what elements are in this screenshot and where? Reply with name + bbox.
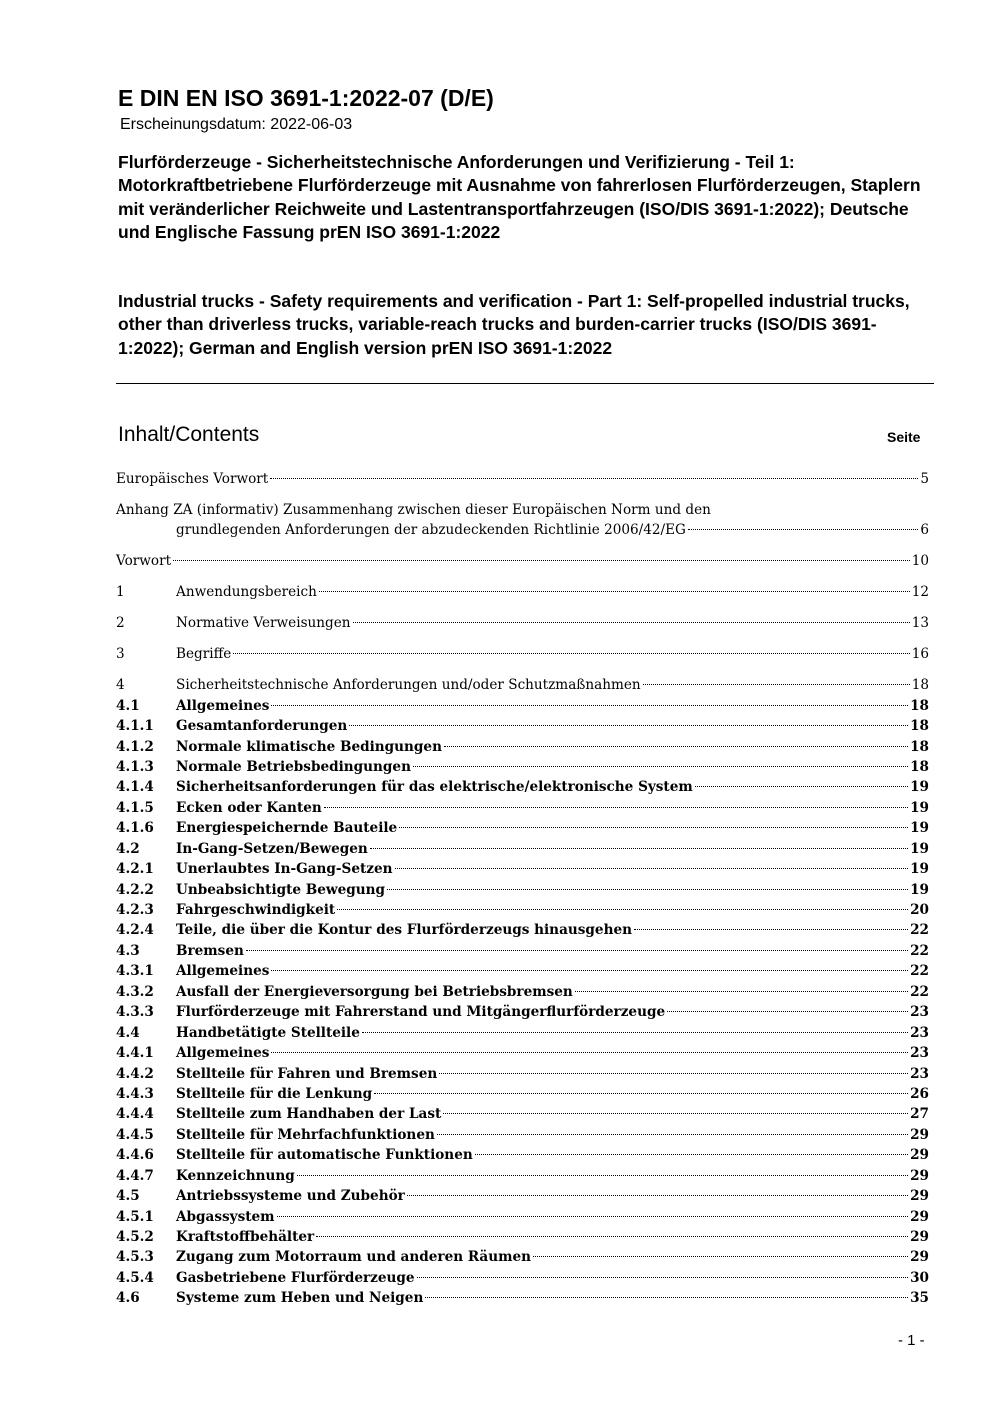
toc-entry-page: 19 <box>910 779 929 796</box>
toc-entry[interactable] <box>116 696 929 716</box>
table-of-contents <box>116 469 929 1309</box>
toc-leader-dots <box>277 1216 909 1217</box>
toc-leader-dots <box>270 478 918 479</box>
toc-entry-number: 4.5 <box>116 1188 140 1205</box>
toc-leader-dots <box>444 746 908 747</box>
toc-entry-page: 26 <box>910 1085 929 1102</box>
toc-entry[interactable] <box>116 880 929 900</box>
toc-entry[interactable] <box>116 1145 929 1165</box>
toc-leader-dots <box>297 1175 908 1176</box>
toc-leader-dots <box>319 591 910 592</box>
toc-entry-number: 4.1.5 <box>116 799 154 816</box>
toc-entry-title: Flurförderzeuge mit Fahrerstand und Mitgängerflurförderzeuge <box>176 1004 666 1021</box>
toc-entry-title: Allgemeines <box>176 697 270 714</box>
toc-entry[interactable] <box>116 716 929 736</box>
toc-entry-title: Vorwort <box>116 553 172 570</box>
toc-entry-number: 4 <box>116 677 125 694</box>
toc-entry-title: Bremsen <box>176 942 244 959</box>
toc-leader-dots <box>443 1113 908 1114</box>
toc-entry-title: Allgemeines <box>176 963 270 980</box>
toc-leader-dots <box>271 705 908 706</box>
toc-entry-title: Gasbetriebene Flurförderzeuge <box>176 1269 415 1286</box>
toc-leader-dots <box>337 909 908 910</box>
publication-date: Erscheinungsdatum: 2022-06-03 <box>120 116 353 133</box>
toc-entry-title: Normative Verweisungen <box>176 615 351 632</box>
toc-leader-dots <box>634 929 908 930</box>
toc-entry-number: 4.1.2 <box>116 738 154 755</box>
toc-entry-page: 29 <box>910 1147 929 1164</box>
toc-entry[interactable] <box>116 818 929 838</box>
toc-leader-dots <box>575 991 908 992</box>
toc-entry-title: Gesamtanforderungen <box>176 718 348 735</box>
toc-entry-page: 12 <box>911 584 929 601</box>
toc-entry-number: 4.4.7 <box>116 1167 154 1184</box>
toc-entry-page: 16 <box>911 646 929 663</box>
toc-leader-dots <box>643 684 910 685</box>
toc-entry-page: 19 <box>910 881 929 898</box>
toc-entry-number: 2 <box>116 615 125 632</box>
document-id: E DIN EN ISO 3691-1:2022-07 (D/E) <box>118 85 494 111</box>
toc-entry[interactable] <box>116 1268 929 1288</box>
toc-entry-title: Sicherheitsanforderungen für das elektrische/elektronische System <box>176 779 693 796</box>
toc-entry-page: 20 <box>910 902 929 918</box>
toc-entry[interactable] <box>116 1288 929 1308</box>
toc-entry-title: Normale klimatische Bedingungen <box>176 738 442 755</box>
toc-entry-page: 22 <box>910 983 929 1000</box>
toc-leader-dots <box>688 529 918 530</box>
toc-entry-title: Normale Betriebsbedingungen <box>176 758 411 775</box>
toc-leader-dots <box>271 1052 908 1053</box>
toc-entry-number: 4.3.2 <box>116 983 154 1000</box>
toc-entry-title: Stellteile für automatische Funktionen <box>176 1147 473 1164</box>
toc-leader-dots <box>437 1134 908 1135</box>
toc-leader-dots <box>695 786 908 787</box>
toc-entry[interactable] <box>116 1104 929 1124</box>
toc-entry-page: 13 <box>911 615 929 632</box>
toc-entry-title: Allgemeines <box>176 1045 270 1062</box>
toc-leader-dots <box>399 827 908 828</box>
toc-entry-page: 29 <box>910 1188 929 1205</box>
toc-entry[interactable] <box>116 1002 929 1022</box>
toc-entry-page: 27 <box>910 1106 929 1123</box>
toc-entry-title: Systeme zum Heben und Neigen <box>176 1290 424 1307</box>
toc-entry-number: 4.3.3 <box>116 1004 154 1021</box>
toc-entry-number: 4.2.2 <box>116 881 154 898</box>
toc-entry-title: Stellteile für die Lenkung <box>176 1085 373 1102</box>
toc-leader-dots <box>387 889 908 890</box>
toc-entry[interactable] <box>116 1064 929 1084</box>
page-number: - 1 - <box>898 1332 925 1349</box>
toc-entry[interactable] <box>116 737 929 757</box>
toc-entry-number: 4.2.4 <box>116 922 154 939</box>
toc-entry-number: 4.4 <box>116 1024 140 1041</box>
toc-entry-title-continued: grundlegenden Anforderungen der abzudeckenden Richtlinie 2006/42/EG <box>176 522 686 539</box>
toc-entry[interactable] <box>116 941 929 961</box>
toc-entry-number: 4.5.4 <box>116 1269 154 1286</box>
toc-entry-number: 4.4.6 <box>116 1147 154 1164</box>
toc-entry-page: 19 <box>910 861 929 878</box>
toc-entry-foreword[interactable] <box>116 551 929 571</box>
toc-entry-page: 22 <box>910 963 929 980</box>
toc-entry-page: 29 <box>910 1208 929 1225</box>
toc-entry[interactable] <box>116 982 929 1002</box>
toc-leader-dots <box>246 950 908 951</box>
toc-entry-title: Abgassystem <box>176 1208 275 1225</box>
toc-entry[interactable] <box>116 1125 929 1145</box>
toc-leader-dots <box>407 1195 908 1196</box>
toc-entry[interactable] <box>116 1247 929 1267</box>
toc-entry-page: 23 <box>910 1045 929 1062</box>
toc-entry-title: Anhang ZA (informativ) Zusammenhang zwischen dieser Europäischen Norm und den <box>116 501 711 518</box>
toc-entry-number: 4.6 <box>116 1290 140 1307</box>
toc-entry-number: 4.5.1 <box>116 1208 154 1225</box>
toc-entry-title: Ausfall der Energieversorgung bei Betriebsbremsen <box>176 983 573 1000</box>
toc-leader-dots <box>475 1154 908 1155</box>
toc-entry-number: 4.1 <box>116 697 140 714</box>
toc-entry[interactable] <box>116 839 929 859</box>
toc-entry-number: 4.1.3 <box>116 758 154 775</box>
toc-leader-dots <box>271 970 908 971</box>
toc-entry-page: 29 <box>910 1249 929 1266</box>
toc-leader-dots <box>425 1297 908 1298</box>
toc-entry[interactable] <box>116 798 929 818</box>
toc-heading: Inhalt/Contents <box>118 423 260 446</box>
toc-entry-page: 18 <box>910 697 929 714</box>
toc-leader-dots <box>395 868 909 869</box>
toc-entry[interactable] <box>116 1084 929 1104</box>
toc-entry[interactable] <box>116 757 929 777</box>
toc-entry-page: 18 <box>910 738 929 755</box>
toc-entry-page: 18 <box>910 758 929 775</box>
toc-entry-title: Unbeabsichtigte Bewegung <box>176 881 386 898</box>
toc-entry-number: 4.5.2 <box>116 1229 154 1245</box>
toc-entry[interactable] <box>116 582 929 602</box>
toc-leader-dots <box>417 1277 909 1278</box>
toc-entry-number: 4.2.3 <box>116 902 154 918</box>
toc-entry-page: 23 <box>910 1024 929 1041</box>
toc-entry-page: 19 <box>910 799 929 816</box>
toc-entry[interactable] <box>116 613 929 633</box>
toc-entry[interactable] <box>116 1207 929 1227</box>
toc-entry[interactable] <box>116 1186 929 1206</box>
toc-leader-dots <box>362 1032 908 1033</box>
toc-entry-page: 29 <box>910 1126 929 1143</box>
toc-entry-title: Ecken oder Kanten <box>176 799 322 816</box>
toc-entry-page: 22 <box>910 942 929 959</box>
toc-entry-number: 4.1.1 <box>116 718 154 735</box>
toc-leader-dots <box>233 653 909 654</box>
toc-entry-page: 23 <box>910 1004 929 1021</box>
toc-entry-number: 4.1.6 <box>116 820 154 837</box>
toc-entry-number: 4.4.2 <box>116 1065 154 1082</box>
toc-entry-title: Anwendungsbereich <box>176 584 317 601</box>
toc-entry-title: Antriebssysteme und Zubehör <box>176 1188 405 1205</box>
toc-entry-page: 19 <box>910 840 929 857</box>
toc-leader-dots <box>439 1073 908 1074</box>
toc-entry-title: Begriffe <box>176 646 232 663</box>
toc-entry-title: Stellteile für Mehrfachfunktionen <box>176 1126 435 1143</box>
toc-entry-number: 4.4.4 <box>116 1106 154 1123</box>
toc-entry[interactable] <box>116 644 929 664</box>
toc-entry-number: 4.1.4 <box>116 779 154 796</box>
toc-entry[interactable] <box>116 1166 929 1186</box>
toc-entry-annex-za[interactable] <box>116 500 929 541</box>
toc-entry-title: In-Gang-Setzen/Bewegen <box>176 840 368 857</box>
toc-entry-number: 1 <box>116 584 125 601</box>
toc-leader-dots <box>413 766 908 767</box>
toc-leader-dots <box>374 1093 908 1094</box>
toc-entry[interactable] <box>116 675 929 695</box>
toc-leader-dots <box>353 622 910 623</box>
toc-entry-title: Stellteile zum Handhaben der Last <box>176 1106 442 1123</box>
toc-entry[interactable] <box>116 859 929 879</box>
toc-entry[interactable] <box>116 900 929 920</box>
toc-entry-number: 4.4.3 <box>116 1085 154 1102</box>
toc-entry-title: Teile, die über die Kontur des Flurförderzeugs hinausgehen <box>176 922 632 939</box>
toc-leader-dots <box>370 848 908 849</box>
toc-entry-number: 4.4.1 <box>116 1045 154 1062</box>
toc-entry[interactable] <box>116 777 929 797</box>
title-english: Industrial trucks - Safety requirements and verification - Part 1: Self-propelled industrial trucks, other than driverless trucks, variable-reach trucks and burden-carrier trucks (ISO/DIS 3691-1:2022); German and English version prEN ISO 3691-1:2022 <box>118 291 910 358</box>
toc-leader-dots <box>349 725 908 726</box>
toc-entry-number: 4.5.3 <box>116 1249 154 1266</box>
toc-entry-title: Sicherheitstechnische Anforderungen und/oder Schutzmaßnahmen <box>176 677 641 694</box>
toc-entry-number: 4.3.1 <box>116 963 154 980</box>
toc-entry-title: Energiespeichernde Bauteile <box>176 820 398 837</box>
toc-entry[interactable] <box>116 1023 929 1043</box>
toc-entry-title: Stellteile für Fahren und Bremsen <box>176 1065 438 1082</box>
header-divider <box>116 383 934 384</box>
toc-entry-title: Handbetätigte Stellteile <box>176 1024 360 1041</box>
toc-entry-number: 4.3 <box>116 942 140 959</box>
toc-entry-page: 5 <box>920 471 929 487</box>
toc-entry[interactable] <box>116 1043 929 1063</box>
toc-entry-page: 23 <box>910 1065 929 1082</box>
toc-leader-dots <box>667 1011 908 1012</box>
toc-leader-dots <box>173 560 910 561</box>
toc-entry-number: 4.2 <box>116 840 140 857</box>
toc-entry[interactable] <box>116 1227 929 1247</box>
toc-entry-page: 10 <box>911 553 929 570</box>
toc-entry-page: 19 <box>910 820 929 837</box>
toc-entry-page: 29 <box>910 1167 929 1184</box>
toc-entry-page: 35 <box>910 1290 929 1307</box>
toc-entry-title: Europäisches Vorwort <box>116 471 269 487</box>
toc-entry-european-foreword[interactable] <box>116 469 929 489</box>
toc-entry-page: 22 <box>910 922 929 939</box>
toc-entry-number: 4.4.5 <box>116 1126 154 1143</box>
toc-entry-page: 30 <box>910 1269 929 1286</box>
toc-entry[interactable] <box>116 920 929 940</box>
title-german: Flurförderzeuge - Sicherheitstechnische Anforderungen und Verifizierung - Teil 1: Motorkraftbetriebene Flurförderzeuge mit Ausnahme von fahrerlosen Flurförderzeugen, Staplern mit veränderlicher Reichweite und Lastentransportfahrzeugen (ISO/DIS 3691-1:2022); Deutsche und Englische Fassung prEN ISO 3691-1:2022 <box>118 152 921 243</box>
toc-entry-title: Unerlaubtes In-Gang-Setzen <box>176 861 393 878</box>
toc-leader-dots <box>533 1256 908 1257</box>
toc-entry-title: Fahrgeschwindigkeit <box>176 902 336 918</box>
toc-entry[interactable] <box>116 961 929 981</box>
toc-entry-title: Kraftstoffbehälter <box>176 1229 315 1245</box>
toc-entry-page: 6 <box>920 522 929 539</box>
toc-entry-title: Zugang zum Motorraum und anderen Räumen <box>176 1249 532 1266</box>
toc-entry-number: 3 <box>116 646 125 663</box>
toc-leader-dots <box>316 1236 908 1237</box>
toc-entry-page: 18 <box>911 677 929 694</box>
toc-entry-title: Kennzeichnung <box>176 1167 295 1184</box>
toc-entry-number: 4.2.1 <box>116 861 154 878</box>
toc-entry-page: 18 <box>910 718 929 735</box>
toc-leader-dots <box>324 807 908 808</box>
toc-entry-page: 29 <box>910 1229 929 1245</box>
toc-page-column-label: Seite <box>887 429 921 445</box>
